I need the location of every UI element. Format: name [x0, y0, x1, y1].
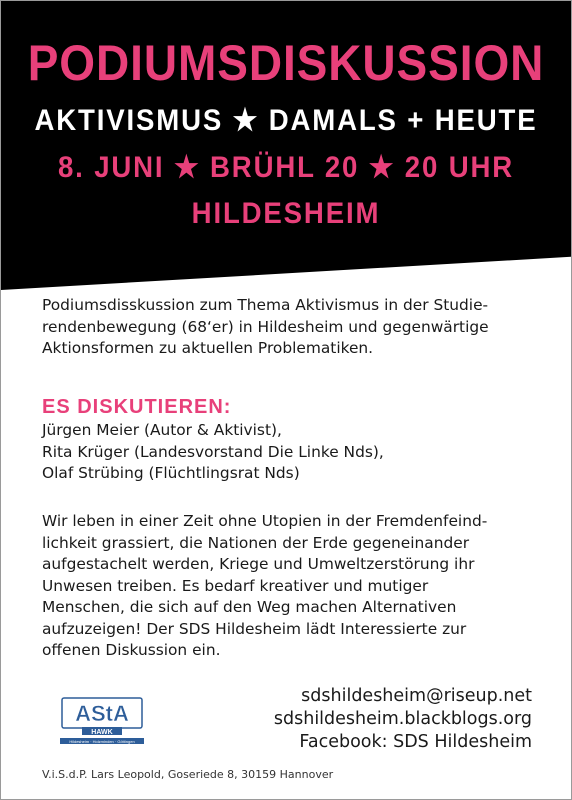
- manifesto-line: Menschen, die sich auf den Weg machen Alternativen: [42, 598, 457, 616]
- imprint: V.i.S.d.P. Lars Leopold, Goseriede 8, 30159 Hannover: [42, 768, 334, 781]
- speakers-heading: ES DISKUTIEREN:: [42, 396, 232, 418]
- manifesto-line: lichkeit grassiert, die Nationen der Erde gegeneinander: [42, 533, 470, 552]
- event-subtitle: AKTIVISMUS ★ DAMALS + HEUTE: [34, 104, 538, 137]
- manifesto-line: offenen Diskussion ein.: [42, 641, 221, 659]
- speakers-list: [42, 420, 542, 485]
- event-date-location: 8. JUNI ★ BRÜHL 20 ★ 20 UHR: [57, 151, 515, 184]
- manifesto-line: Unwesen treiben. Es bedarf kreativer und mutiger: [42, 576, 429, 595]
- contact-facebook-link[interactable]: Facebook: SDS Hildesheim: [299, 732, 532, 752]
- intro-line: Podiumsdisskussion zum Thema Aktivismus in der Studie-: [42, 296, 489, 314]
- speaker-item: Jürgen Meier (Autor & Aktivist),: [42, 421, 282, 439]
- speaker-item: Rita Krüger (Landesvorstand Die Linke Nds),: [42, 442, 384, 461]
- intro-line: rendenbewegung (68‘er) in Hildesheim und gegenwärtige: [42, 317, 489, 336]
- contact-block: [274, 685, 532, 754]
- contact-blog-link[interactable]: sdshildesheim.blackblogs.org: [273, 709, 532, 729]
- intro-paragraph: [42, 295, 542, 360]
- intro-line: Aktionsformen zu aktuellen Problematiken.: [42, 339, 374, 357]
- page-title: PODIUMSDISKUSSION: [27, 35, 545, 91]
- contact-email-link[interactable]: sdshildesheim@riseup.net: [301, 686, 532, 706]
- manifesto-paragraph: [42, 511, 542, 662]
- svg-text:AStA: AStA: [75, 701, 129, 726]
- svg-text:Hildesheim · Holzminden · Gött: Hildesheim · Holzminden · Göttingen: [69, 739, 135, 744]
- manifesto-line: aufgestachelt werden, Kriege und Umweltzerstörung ihr: [42, 555, 475, 573]
- speaker-item: Olaf Strübing (Flüchtlingsrat Nds): [42, 464, 300, 482]
- manifesto-line: aufzuzeigen! Der SDS Hildesheim lädt Interessierte zur: [42, 619, 467, 638]
- svg-text:HAWK: HAWK: [91, 729, 113, 736]
- asta-hawk-logo: [58, 692, 146, 748]
- manifesto-line: Wir leben in einer Zeit ohne Utopien in der Fremdenfeind-: [42, 512, 488, 530]
- event-city: HILDESHEIM: [191, 197, 381, 230]
